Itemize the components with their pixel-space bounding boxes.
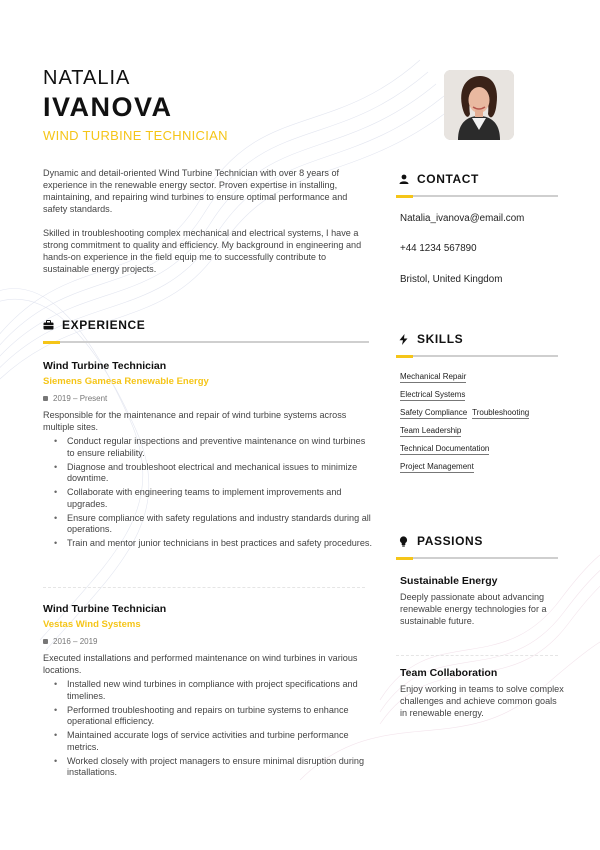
experience-heading-label: EXPERIENCE bbox=[62, 318, 146, 332]
briefcase-icon bbox=[43, 320, 54, 331]
job-bullet: • Collaborate with engineering teams to implement improvements and upgrades. bbox=[43, 487, 373, 510]
job-title: WIND TURBINE TECHNICIAN bbox=[43, 128, 228, 143]
skill-tag: Electrical Systems bbox=[400, 390, 466, 399]
job-bullet: • Ensure compliance with safety regulations and industry standards during all operations. bbox=[43, 513, 373, 536]
job-description: Responsible for the maintenance and repair of wind turbine systems across multiple sites. bbox=[43, 410, 347, 432]
passion-description: Enjoy working in teams to solve complex challenges and achieve common goals in renewable energy. bbox=[400, 684, 564, 718]
lightbulb-icon bbox=[398, 536, 409, 547]
lightning-icon bbox=[398, 334, 409, 345]
last-name: IVANOVA bbox=[43, 92, 173, 122]
skill-tag: Team Leadership bbox=[400, 426, 462, 435]
job-dates bbox=[43, 394, 373, 403]
job-company: Vestas Wind Systems bbox=[43, 619, 141, 630]
passions-rule bbox=[396, 557, 558, 559]
contact-rule bbox=[396, 195, 558, 197]
job-bullet: • Conduct regular inspections and preventive maintenance on wind turbines to ensure reliability. bbox=[43, 436, 373, 459]
passions-heading bbox=[398, 534, 483, 548]
person-icon bbox=[398, 174, 409, 185]
passion-description: Deeply passionate about advancing renewable energy technologies for a sustainable future. bbox=[400, 592, 547, 626]
job-divider bbox=[43, 587, 365, 588]
job-bullet-list bbox=[43, 436, 373, 550]
job-entry bbox=[43, 603, 373, 781]
summary-paragraph: Skilled in troubleshooting complex mechanical and electrical systems, I have a strong commitment to quality and efficiency. My background in engineering and hands-on experience in the field equip me to successfully contribute to sustainable energy projects. bbox=[43, 228, 362, 274]
first-name: NATALIA bbox=[43, 67, 131, 89]
calendar-icon bbox=[43, 396, 48, 401]
passion-divider bbox=[396, 655, 558, 656]
job-bullet: • Diagnose and troubleshoot electrical and mechanical issues to minimize downtime. bbox=[43, 462, 373, 485]
calendar-icon bbox=[43, 639, 48, 644]
profile-photo bbox=[444, 70, 514, 140]
job-role: Wind Turbine Technician bbox=[43, 603, 167, 615]
job-dates bbox=[43, 637, 373, 646]
job-bullet: • Maintained accurate logs of service activities and turbine performance metrics. bbox=[43, 730, 373, 753]
passions-heading-label: PASSIONS bbox=[417, 534, 483, 548]
contact-heading bbox=[398, 172, 479, 186]
job-entry bbox=[43, 360, 373, 552]
skill-tag: Troubleshooting bbox=[472, 408, 530, 417]
skills-rule bbox=[396, 355, 558, 357]
job-dates-text: 2019 – Present bbox=[53, 394, 108, 403]
job-role: Wind Turbine Technician bbox=[43, 360, 167, 372]
skills-list bbox=[400, 372, 570, 480]
job-bullet: • Performed troubleshooting and repairs on turbine systems to enhance operational efficiency. bbox=[43, 705, 373, 728]
profile-summary bbox=[43, 167, 373, 287]
contact-location: Bristol, United Kingdom bbox=[400, 274, 503, 285]
job-dates-text: 2016 – 2019 bbox=[53, 637, 98, 646]
passion-item bbox=[400, 575, 565, 627]
skill-tag: Safety Compliance bbox=[400, 408, 468, 417]
passion-item bbox=[400, 667, 565, 719]
job-bullet-list bbox=[43, 679, 373, 779]
contact-heading-label: CONTACT bbox=[417, 172, 479, 186]
skills-heading-label: SKILLS bbox=[417, 332, 464, 346]
job-bullet: • Train and mentor junior technicians in best practices and safety procedures. bbox=[43, 538, 373, 550]
passion-title: Team Collaboration bbox=[400, 667, 498, 679]
contact-phone: +44 1234 567890 bbox=[400, 243, 477, 254]
experience-heading bbox=[43, 318, 145, 332]
skill-tag: Mechanical Repair bbox=[400, 372, 467, 381]
skill-tag: Technical Documentation bbox=[400, 444, 490, 453]
summary-paragraph: Dynamic and detail-oriented Wind Turbine Technician with over 8 years of experience in the renewable energy sector. Proven expertise in installing, maintaining, and repairing wind turbines to ensure optimal performance and safety standards. bbox=[43, 168, 348, 214]
skills-heading bbox=[398, 332, 463, 346]
passion-title: Sustainable Energy bbox=[400, 575, 498, 587]
job-bullet: • Installed new wind turbines in compliance with project specifications and timelines. bbox=[43, 679, 373, 702]
job-description: Executed installations and performed maintenance on wind turbines in various locations. bbox=[43, 653, 358, 675]
experience-rule bbox=[43, 341, 369, 343]
job-bullet: • Worked closely with project managers to ensure minimal disruption during installations. bbox=[43, 756, 373, 779]
contact-email[interactable]: Natalia_ivanova@email.com bbox=[400, 213, 525, 224]
job-company: Siemens Gamesa Renewable Energy bbox=[43, 376, 209, 387]
skill-tag: Project Management bbox=[400, 462, 474, 471]
